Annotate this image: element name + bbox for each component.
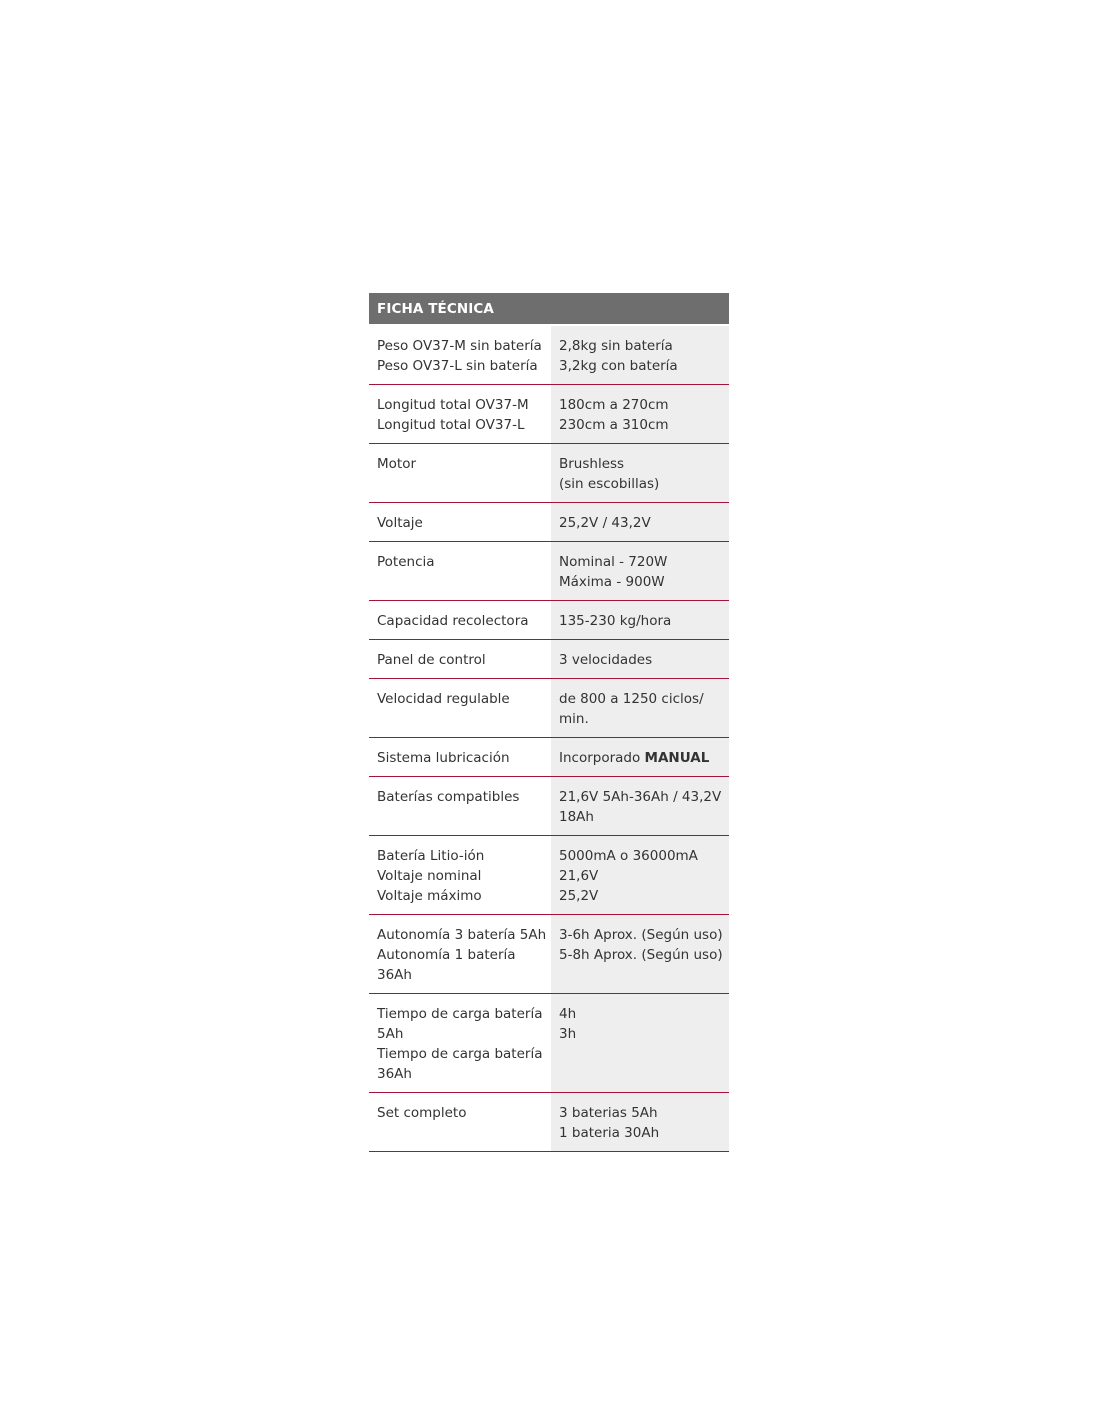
spec-row [369,679,729,738]
spec-label-line: Voltaje [377,515,423,531]
spec-value-line: 180cm a 270cm [559,397,669,413]
spec-value-line: 25,2V [559,888,599,904]
spec-label-line: Batería Litio-ión [377,848,485,864]
spec-label [369,503,551,541]
spec-value-line: 1 bateria 30Ah [559,1125,660,1141]
spec-value-line: 3h [559,1026,577,1042]
spec-table [369,293,729,1152]
spec-label [369,738,551,776]
spec-label [369,679,551,737]
spec-label-line: 36Ah [377,1066,412,1082]
spec-value-line: 21,6V 5Ah-36Ah / 43,2V [559,789,722,805]
spec-label-line: 5Ah [377,1026,404,1042]
spec-label-line: Peso OV37-M sin batería [377,338,542,354]
spec-row [369,444,729,503]
spec-label-line: Voltaje nominal [377,868,482,884]
spec-label [369,640,551,678]
spec-row [369,836,729,915]
spec-label-line: Panel de control [377,652,486,668]
spec-row [369,601,729,640]
spec-value-line: (sin escobillas) [559,476,660,492]
spec-label [369,601,551,639]
spec-value [551,542,729,600]
spec-value [551,836,729,914]
spec-value-line: min. [559,711,589,727]
spec-value [551,915,729,993]
spec-label-line: Longitud total OV37-L [377,417,525,433]
spec-label-line: Sistema lubricación [377,750,510,766]
spec-value-line: 3,2kg con batería [559,358,678,374]
spec-label [369,994,551,1092]
spec-value-line: 4h [559,1006,577,1022]
spec-label-line: Tiempo de carga batería [377,1006,543,1022]
spec-value-line: 2,8kg sin batería [559,338,673,354]
spec-label [369,385,551,443]
spec-label [369,1093,551,1151]
spec-row [369,738,729,777]
spec-value [551,326,729,384]
spec-value-line: 3 baterias 5Ah [559,1105,658,1121]
spec-label-line: Longitud total OV37-M [377,397,529,413]
spec-value [551,503,729,541]
spec-value-text: Incorporado [559,750,645,766]
spec-label-line: Autonomía 1 batería [377,947,516,963]
spec-row [369,1093,729,1152]
spec-label [369,542,551,600]
spec-label-line: Autonomía 3 batería 5Ah [377,927,547,943]
spec-value-line: Brushless [559,456,625,472]
spec-label-line: Potencia [377,554,435,570]
spec-label [369,326,551,384]
spec-row [369,503,729,542]
spec-value-line: 3-6h Aprox. (Según uso) [559,927,723,943]
spec-value [551,994,729,1092]
spec-value-line: Máxima - 900W [559,574,665,590]
spec-table-title: FICHA TÉCNICA [369,293,729,326]
spec-row [369,640,729,679]
spec-label-line: 36Ah [377,967,412,983]
spec-label [369,777,551,835]
spec-label-line: Voltaje máximo [377,888,482,904]
spec-value [551,601,729,639]
spec-value-line: de 800 a 1250 ciclos/ [559,691,704,707]
spec-value-line: 135-230 kg/hora [559,613,672,629]
spec-label-line: Set completo [377,1105,467,1121]
spec-label-line: Baterías compatibles [377,789,520,805]
spec-label-line: Capacidad recolectora [377,613,529,629]
spec-label [369,915,551,993]
spec-label [369,836,551,914]
spec-value [551,738,729,776]
spec-row [369,915,729,994]
spec-row [369,777,729,836]
spec-label-line: Tiempo de carga batería [377,1046,543,1062]
spec-row [369,542,729,601]
spec-row [369,994,729,1093]
spec-value-line: Nominal - 720W [559,554,668,570]
spec-label [369,444,551,502]
spec-label-line: Peso OV37-L sin batería [377,358,538,374]
spec-label-line: Velocidad regulable [377,691,510,707]
spec-value-emphasis: MANUAL [644,750,710,766]
spec-value [551,444,729,502]
spec-rows [369,326,729,1152]
spec-value-line: 25,2V / 43,2V [559,515,651,531]
spec-row [369,385,729,444]
spec-value-line: 5000mA o 36000mA [559,848,698,864]
spec-value-line: 3 velocidades [559,652,653,668]
spec-value [551,679,729,737]
spec-value-line: 21,6V [559,868,599,884]
spec-label-line: Motor [377,456,417,472]
spec-value [551,385,729,443]
spec-value [551,1093,729,1151]
spec-value-line: 18Ah [559,809,594,825]
spec-value-line [559,748,721,768]
spec-value [551,640,729,678]
spec-value-line: 230cm a 310cm [559,417,669,433]
spec-value [551,777,729,835]
spec-row [369,326,729,385]
spec-value-line: 5-8h Aprox. (Según uso) [559,947,723,963]
